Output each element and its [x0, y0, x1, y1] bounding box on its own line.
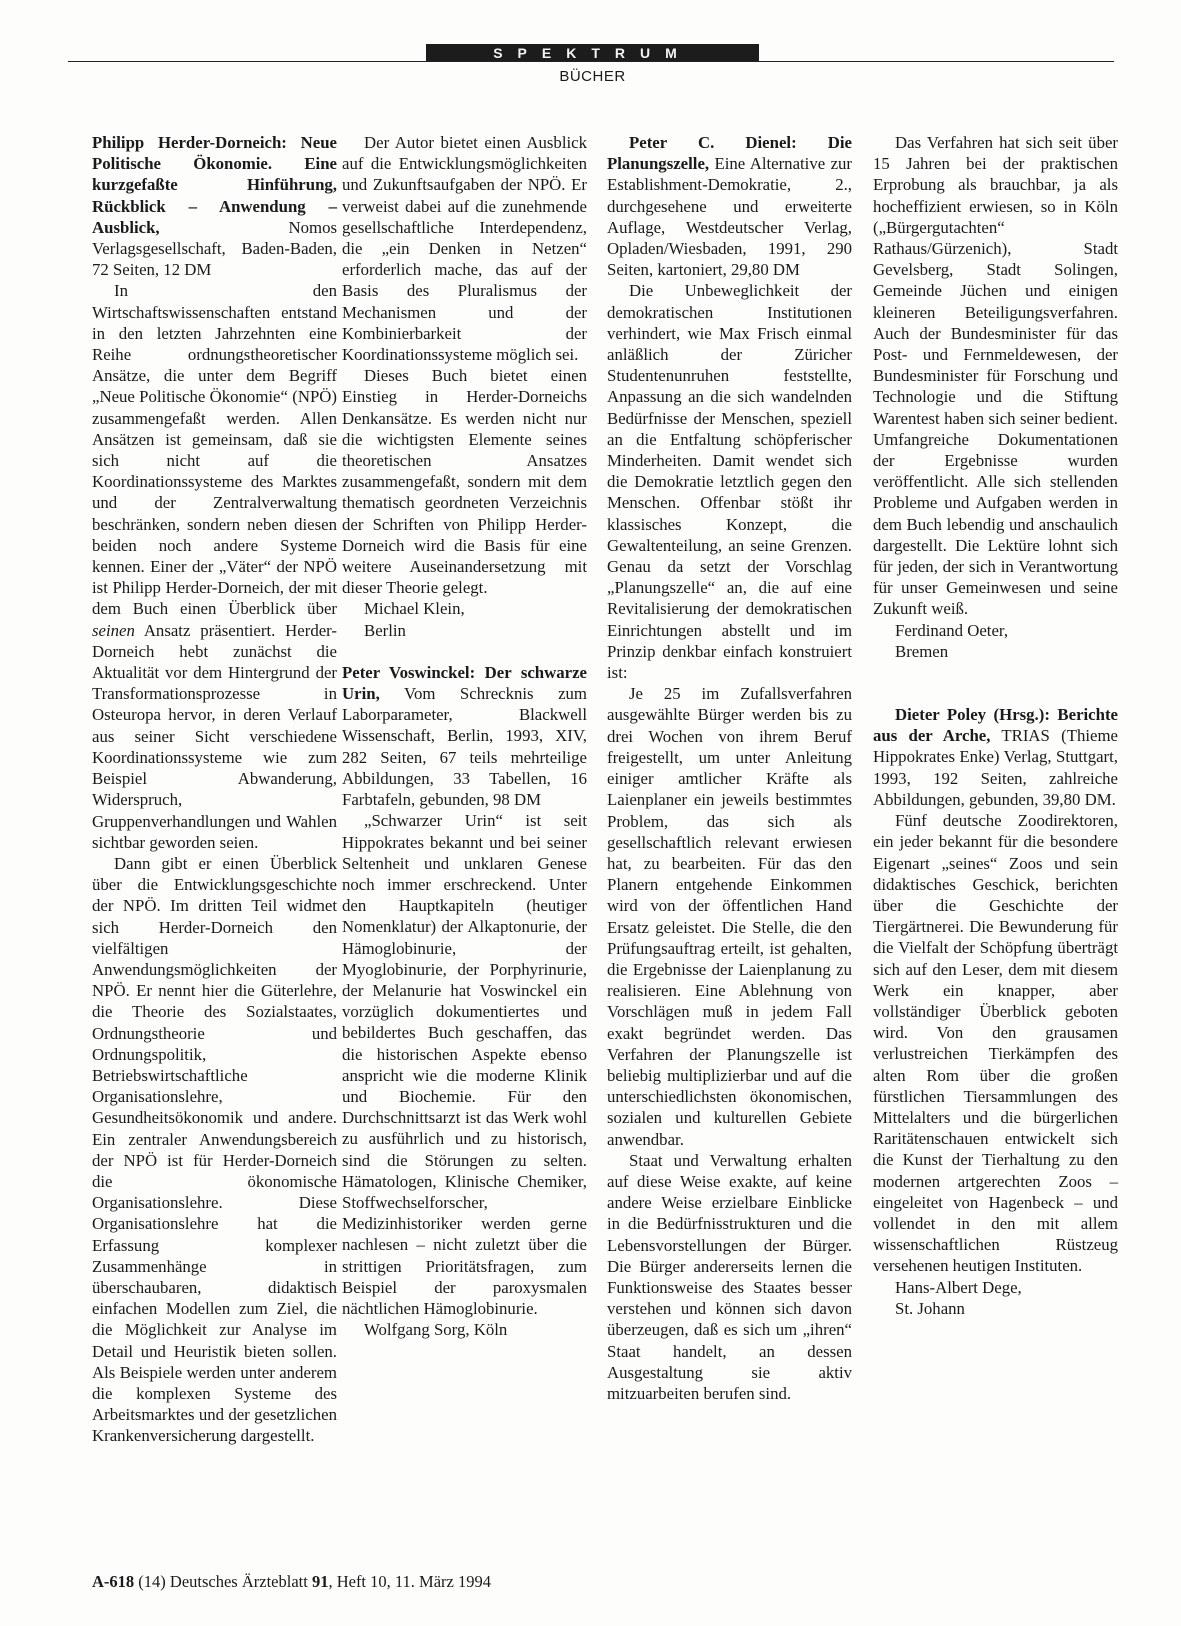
- review1-heading: [92, 132, 337, 280]
- review2-title: Peter Voswinckel: Der schwarze Urin,: [342, 662, 587, 704]
- review2-author: Wolfgang Sorg, Köln: [364, 1320, 508, 1340]
- review4-paragraph-1: Fünf deutsche Zoodirektoren, ein jeder bekannt für die besondere Eigenart „seines“ Zoos und sein didaktisches Geschick, berichten über die Geschichte der Tiergärtnerei. Die Bewunderung für die Vielfalt der Schöpfung überträgt sich auf den Leser, dem mit diesem Werk ein knapper, aber vollständiger Überblick geboten wird. Von den grausamen verlustreichen Tierkämpfen des alten Rom über die großen fürstlichen Tiersammlungen des Mittelalters und die bürgerlichen Raritätenschauen entwickelt sich die Kunst der Tierhaltung zu den modernen artgerechten Zoos – eingeleitet von Hagenbeck – und vollendet in den mit allem wissenschaftlichen Rüstzeug versehenen heutigen Instituten.: [873, 811, 1118, 1276]
- review3-paragraph-4: Das Verfahren hat sich seit über 15 Jahren bei der praktischen Erprobung als brauchbar, ja als hocheffizient erwiesen, so in Köln („Bürgergutachten“ Rathaus/Gürzenich), Stadt Gevelsberg, Stadt Solingen, Gemeinde Jüchen und einigen kleineren Beteiligungsverfahren. Auch der Bundesminister für das Post- und Fernmeldewesen, der Bundesminister für Forschung und Technologie und die Stiftung Warentest haben sich seiner bedient. Umfangreiche Dokumentationen der Ergebnisse wurden veröffentlicht. Alle sich stellenden Probleme und Aufgaben werden in dem Buch lebendig und anschaulich dargestellt. Die Lektüre lohnt sich für jeden, der sich in Verantwortung für unser Gemeinwesen und seine Zukunft weiß.: [873, 133, 1118, 619]
- footer-volume: 91: [311, 1572, 329, 1591]
- review4-heading: [873, 704, 1118, 810]
- column-4: [873, 132, 1118, 1319]
- review4-publication: TRIAS (Thieme Hippokrates Enke) Verlag, Stuttgart, 1993, 192 Seiten, zahlreiche Abbildungen, gebunden, 39,80 DM.: [873, 726, 1118, 809]
- review1-p1-text: In den Wirtschaftswissenschaften entstand in den letzten Jahrzehnten eine Reihe ordnungstheoretischer Ansätze, die unter dem Begriff „Neue Politische Ökonomie“ (NPÖ) zusammengefaßt werden. Allen Ansätzen ist gemeinsam, daß sie sich nicht auf die Koordinationssysteme des Marktes und der Zentralverwaltung beschränken, sondern neben diesen beiden noch andere Systeme kennen. Einer der „Väter“ der NPÖ ist Philipp Herder-Dorneich, der mit dem Buch einen Überblick über: [92, 281, 337, 619]
- column-1: [92, 132, 337, 1447]
- footer-issue: , Heft 10, 11. März 1994: [328, 1572, 491, 1591]
- review4-author: Hans-Albert Dege,: [895, 1277, 1022, 1297]
- review3-publication: Eine Alternative zur Establishment-Demokratie, 2., durchgesehene und erweiterte Auflage, Westdeutscher Verlag, Opladen/Wiesbaden, 1991, 290 Seiten, kartoniert, 29,80 DM: [607, 154, 852, 280]
- review2-publication: Vom Schrecknis zum Laborparameter, Blackwell Wissenschaft, Berlin, 1993, XIV, 282 Seiten, 67 teils mehrteilige Abbildungen, 33 Tabellen, 16 Farbtafeln, gebunden, 98 DM: [342, 684, 587, 810]
- review1-paragraph-2: Dann gibt er einen Überblick über die Entwicklungsgeschichte der NPÖ. Im dritten Teil widmet sich Herder-Dorneich den vielfältigen Anwendungsmöglichkeiten der NPÖ. Er nennt hier die Güterlehre, die Theorie des Sozialstaates, Ordnungstheorie und Ordnungspolitik, Betriebswirtschaftliche Organisationslehre, Gesundheitsökonomik und andere. Ein zentraler Anwendungsbereich der NPÖ ist für Herder-Dorneich die ökonomische Organisationslehre. Diese Organisationslehre hat die Erfassung komplexer Zusammenhänge in überschaubaren, didaktisch einfachen Modellen zum Ziel, die die Möglichkeit zur Analyse im Detail und Heuristik bieten sollen. Als Beispiele werden unter anderem die komplexen Systeme des Arbeitsmarktes und der gesetzlichen Krankenversicherung dargestellt.: [92, 853, 337, 1446]
- page-footer: [92, 1572, 792, 1592]
- review1-title: Philipp Herder-Dorneich: Neue Politische Ökonomie. Eine kurzgefaßte Hinführung, Rückblick – Anwendung – Ausblick,: [92, 133, 337, 237]
- review1-place: Berlin: [364, 620, 406, 640]
- review1-p1-end: Ansatz präsentiert. Herder-Dorneich hebt zunächst die Aktualität vor dem Hintergrund der Transformationsprozesse in Osteuropa hervor, in deren Verlauf aus seiner Sicht verschiedene Koordinationssysteme wie zum Beispiel Abwanderung, Widerspruch, Gruppenverhandlungen und Wahlen sichtbar geworden seien.: [92, 620, 337, 852]
- review4-title: Dieter Poley (Hrsg.): Berichte aus der Arche,: [873, 705, 1118, 746]
- review1-p1-emphasis: seinen: [92, 620, 135, 640]
- review3-paragraph-3: Staat und Verwaltung erhalten auf diese Weise exakte, auf keine andere Weise erzielbare Einblicke in die Bedürfnisstrukturen und die Lebensvorstellungen der Bürger. Die Bürger andererseits lernen die Funktionsweise des Staates besser verstehen und können sich davon überzeugen, daß es sich um „ihren“ Staat handelt, an dessen Ausgestaltung sie aktiv mitzuarbeiten berufen sind.: [607, 1150, 852, 1403]
- footer-journal: (14) Deutsches Ärzteblatt: [138, 1572, 312, 1591]
- review1-paragraph-1: [92, 280, 337, 852]
- section-subhead: BÜCHER: [559, 68, 626, 85]
- review4-place: St. Johann: [895, 1298, 965, 1318]
- review3-title: Peter C. Dienel: Die Planungszelle,: [607, 133, 852, 174]
- review1-publication: Nomos Verlagsgesellschaft, Baden-Baden, 72 Seiten, 12 DM: [92, 217, 337, 280]
- column-3: [607, 132, 852, 1404]
- review3-author: Ferdinand Oeter,: [895, 620, 1009, 640]
- review2-heading: [342, 662, 587, 810]
- review1-paragraph-4: Dieses Buch bietet einen Einstieg in Herder-Dorneichs Denkansätze. Es werden nicht nur die wichtigsten Elemente seines theoretischen Ansatzes zusammengefaßt, sondern mit dem thematisch geordneten Verzeichnis der Schriften von Philipp Herder-Dorneich wird die Basis für eine weitere Auseinandersetzung mit dieser Theorie gelegt.: [342, 366, 587, 598]
- header-rule: [68, 61, 1114, 62]
- page-number: A-618: [92, 1572, 135, 1591]
- section-banner: SPEKTRUM: [426, 44, 759, 62]
- column-2: [342, 132, 587, 1340]
- review1-author: Michael Klein,: [364, 599, 465, 619]
- review3-paragraph-1: Die Unbeweglichkeit der demokratischen Institutionen verhindert, wie Max Frisch einmal anläßlich der Züricher Studentenunruhen feststellte, Anpassung an die sich wandelnden Bedürfnisse der Menschen, speziell an die Entfaltung schöpferischer Minderheiten. Damit wendet sich die Demokratie letztlich gegen den Menschen. Offenbar stößt ihr klassisches Konzept, die Gewaltenteilung, an seine Grenzen. Genau da setzt der Vorschlag „Planungszelle“ an, die auf eine Revitalisierung der demokratischen Einrichtungen abstellt und im Prinzip denkbar einfach konstruiert ist:: [607, 281, 852, 683]
- review3-paragraph-2: Je 25 im Zufallsverfahren ausgewählte Bürger werden bis zu drei Wochen von ihrem Beruf freigestellt, um unter Anleitung einiger amtlicher Kräfte als Laienplaner ein jeweils bestimmtes Problem, das sich als gesellschaftlich relevant erwiesen hat, zu bearbeiten. Für das den Planern entgehende Einkommen wird von der öffentlichen Hand Ersatz geleistet. Die Stelle, die den Prüfungsauftrag erteilt, ist gehalten, die Ergebnisse der Laienplanung zu realisieren. Eine Ablehnung von Vorschlägen muß in jedem Fall exakt begründet werden. Das Verfahren der Planungszelle ist beliebig multiplizierbar und auf die unterschiedlichsten ökonomischen, sozialen und kulturellen Gebiete anwendbar.: [607, 684, 852, 1149]
- review2-paragraph-1: „Schwarzer Urin“ ist seit Hippokrates bekannt und bei seiner Seltenheit und unklaren Genese noch immer erschreckend. Unter den Hauptkapiteln (heutiger Nomenklatur) der Alkaptonurie, der Hämoglobinurie, der Myoglobinurie, der Porphyrinurie, der Melanurie hat Voswinckel ein vorzüglich dokumentiertes und bebildertes Buch geschaffen, das die historischen Aspekte ebenso anspricht wie die moderne Klinik und Biochemie. Für den Durchschnittsarzt ist das Werk wohl zu ausführlich und zu historisch, sind die Störungen zu selten. Hämatologen, Klinische Chemiker, Stoffwechselforscher, Medizinhistoriker werden gerne nachlesen – nicht zuletzt über die strittigen Prioritätsfragen, zum Beispiel der paroxysmalen nächtlichen Hämoglobinurie.: [342, 811, 587, 1318]
- review1-paragraph-3: Der Autor bietet einen Ausblick auf die Entwicklungsmöglichkeiten und Zukunftsaufgaben der NPÖ. Er verweist dabei auf die zunehmende gesellschaftliche Interdependenz, die „ein Denken in Netzen“ erforderlich mache, das auf der Basis des Pluralismus der Mechanismen und der Kombinierbarkeit der Koordinationssysteme möglich sei.: [342, 133, 587, 365]
- review3-heading: [607, 132, 852, 280]
- review3-place: Bremen: [895, 641, 949, 661]
